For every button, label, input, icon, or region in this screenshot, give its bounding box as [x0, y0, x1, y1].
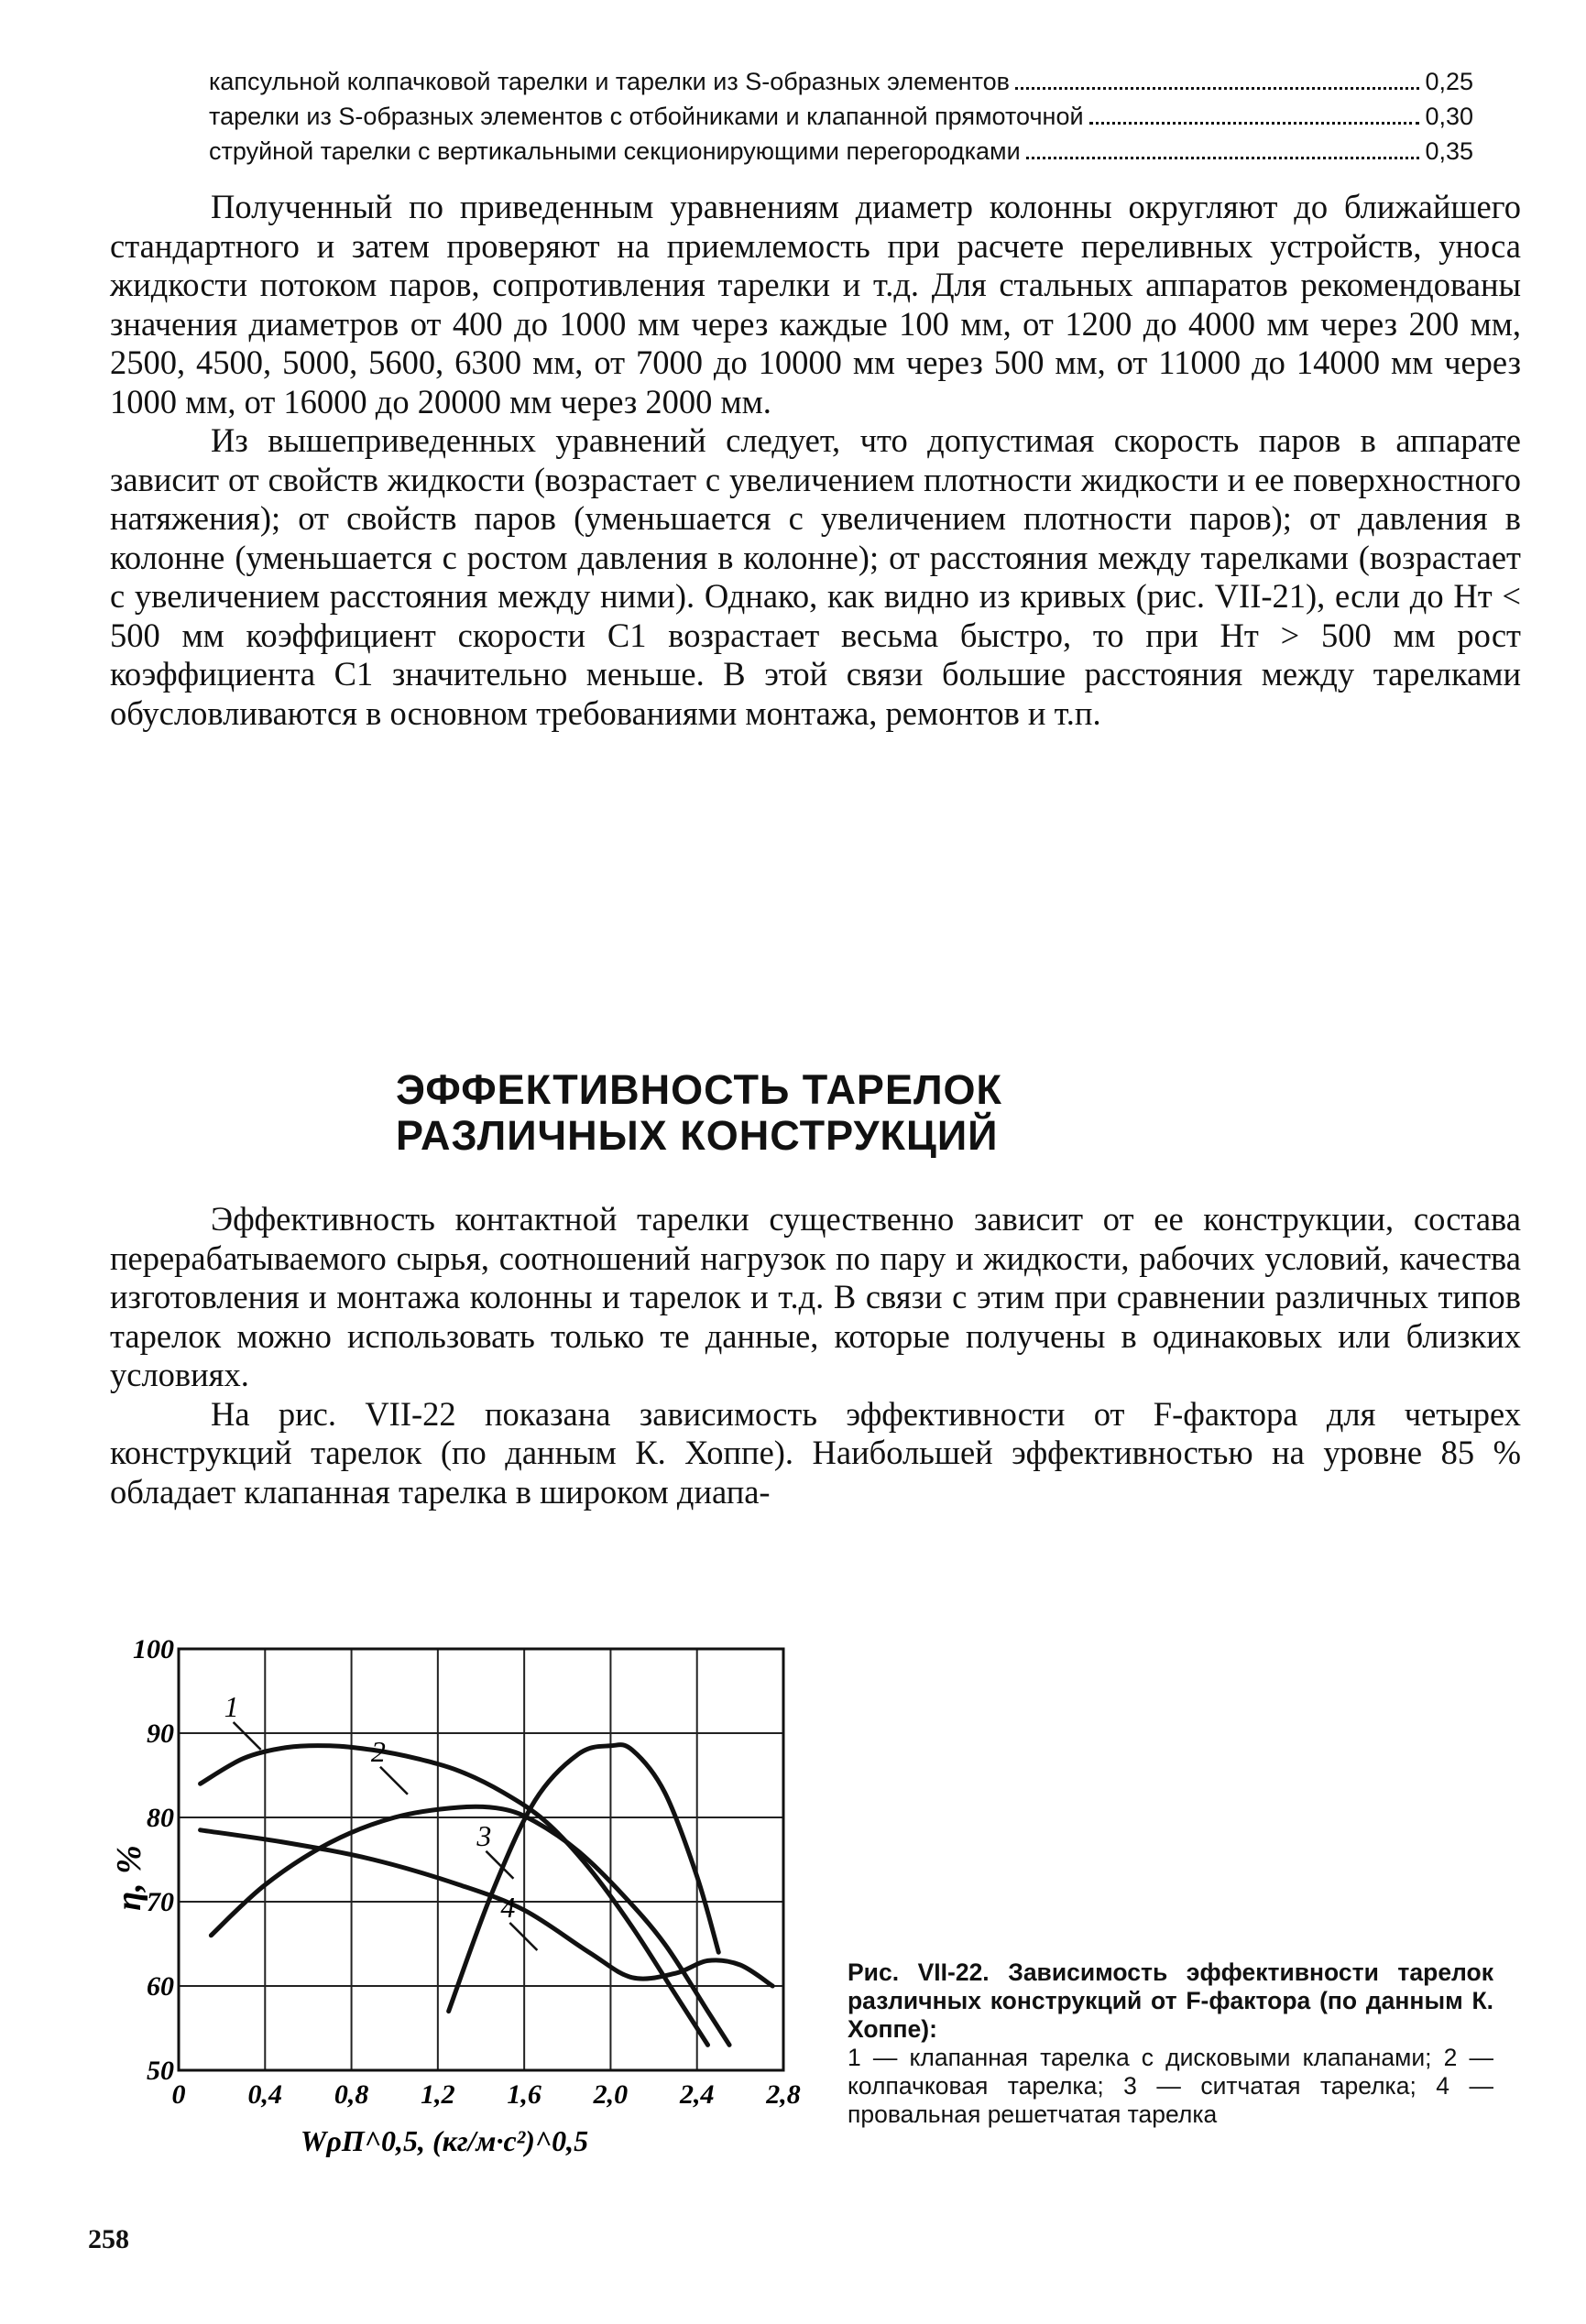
x-tick-label: 1,6 [507, 2079, 541, 2110]
y-tick-label: 80 [147, 1803, 174, 1833]
toc-leader [1026, 157, 1420, 159]
paragraph-vapor-velocity: Из вышеприведенных уравнений следует, что допустимая скорость паров в аппарате зависит от свойств жидкости (возрастает с увеличением плотности жидкости и ее поверхностного натяжения); от свойств паров (уменьшается с увеличением плотности паров); от давления в колонне (уменьшается с ростом давления в колонне); от расстояния между тарелками (возрастает с увеличением расстояния между ними). Однако, как видно из кривых (рис. VII-21), если до Hт < 500 мм коэффициент скорости C1 возрастает весьма быстро, то при Hт > 500 мм рост коэффициента C1 значительно меньше. В этой связи большие расстояния между тарелками обусловливаются в основном требованиями монтажа, ремонтов и т.п. [110, 421, 1521, 732]
paragraph-column-diameter: Полученный по приведенным уравнениям диаметр колонны округляют до ближайшего стандартного и затем проверяют на приемлемость при расчете переливных устройств, уноса жидкости потоком паров, сопротивления тарелки и т.д. Для стальных аппаратов рекомендованы значения диаметров от 400 до 1000 мм через каждые 100 мм, от 1200 до 4000 мм через 200 мм, 2500, 4500, 5000, 5600, 6300 мм, от 7000 до 10000 мм через 500 мм, от 11000 до 14000 мм через 1000 мм, от 16000 до 20000 мм через 2000 мм. [110, 188, 1521, 420]
toc-value: 0,30 [1425, 103, 1473, 130]
section-heading [396, 1067, 1002, 1159]
figure-caption [848, 1958, 1493, 2129]
toc-row [209, 64, 1473, 99]
paragraph-figure-reference: На рис. VII-22 показана зависимость эффективности от F-фактора для четырех конструкций тарелок (по данным К. Хоппе). Наибольшей эффективностью на уровне 85 % обладает клапанная тарелка в широком диапа- [110, 1394, 1521, 1511]
y-tick-label: 50 [147, 2056, 174, 2086]
toc-text: струйной тарелки с вертикальными секционирующими перегородками [209, 137, 1021, 165]
y-tick-label: 100 [133, 1634, 174, 1664]
toc-text: тарелки из S-образных элементов с отбойниками и клапанной прямоточной [209, 103, 1084, 130]
toc-value: 0,35 [1425, 137, 1473, 165]
toc-list [209, 64, 1473, 169]
curve-label: 1 [224, 1690, 239, 1724]
x-tick-label: 2,8 [766, 2079, 801, 2110]
y-tick-label: 60 [147, 1971, 174, 2002]
page-number: 258 [88, 2224, 129, 2254]
curve-label: 3 [476, 1818, 492, 1852]
toc-row [209, 134, 1473, 169]
curve-label-leader [234, 1722, 261, 1750]
toc-leader [1015, 87, 1419, 90]
section-heading-line-2: РАЗЛИЧНЫХ КОНСТРУКЦИЙ [396, 1112, 999, 1159]
caption-title: Рис. VII-22. Зависимость эффективности тарелок различных конструкций от F-фактора (по данным К. Хоппе): [848, 1958, 1493, 2043]
y-tick-label: 70 [147, 1887, 174, 1917]
x-tick-label: 0 [171, 2079, 186, 2110]
body-text-top [110, 188, 1521, 733]
toc-value: 0,25 [1425, 68, 1473, 95]
caption-legend: 1 — клапанная тарелка с дисковыми клапанами; 2 — колпачковая тарелка; 3 — ситчатая тарелка; 4 — провальная решетчатая тарелка [848, 2044, 1493, 2128]
x-tick-label: 2,0 [593, 2079, 629, 2110]
x-tick-label: 1,2 [421, 2079, 455, 2110]
curve-label: 4 [500, 1891, 516, 1924]
toc-text: капсульной колпачковой тарелки и тарелки из S-образных элементов [209, 68, 1011, 95]
y-tick-label: 90 [147, 1718, 174, 1749]
x-tick-label: 0,4 [247, 2079, 283, 2110]
x-tick-label: 0,8 [334, 2079, 369, 2110]
paragraph-tray-efficiency: Эффективность контактной тарелки существенно зависит от ее конструкции, состава перерабатываемого сырья, соотношений нагрузок по пару и жидкости, рабочих условий, качества изготовления и монтажа колонны и тарелок и т.д. В связи с этим при сравнении различных типов тарелок можно использовать только те данные, которые получены в одинаковых или близких условиях. [110, 1200, 1521, 1393]
toc-row [209, 99, 1473, 134]
body-text-bottom [110, 1200, 1521, 1511]
x-tick-label: 2,4 [679, 2079, 715, 2110]
efficiency-chart [110, 1621, 825, 2189]
curve-label-leader [380, 1767, 408, 1795]
y-axis-label: η, % [110, 1845, 148, 1911]
toc-leader [1089, 122, 1420, 125]
section-heading-line-1: ЭФФЕКТИВНОСТЬ ТАРЕЛОК [396, 1066, 1003, 1113]
x-axis-label: WρΠ^0,5, (кг/м·с²)^0,5 [300, 2124, 589, 2157]
curve-label: 2 [370, 1734, 386, 1768]
